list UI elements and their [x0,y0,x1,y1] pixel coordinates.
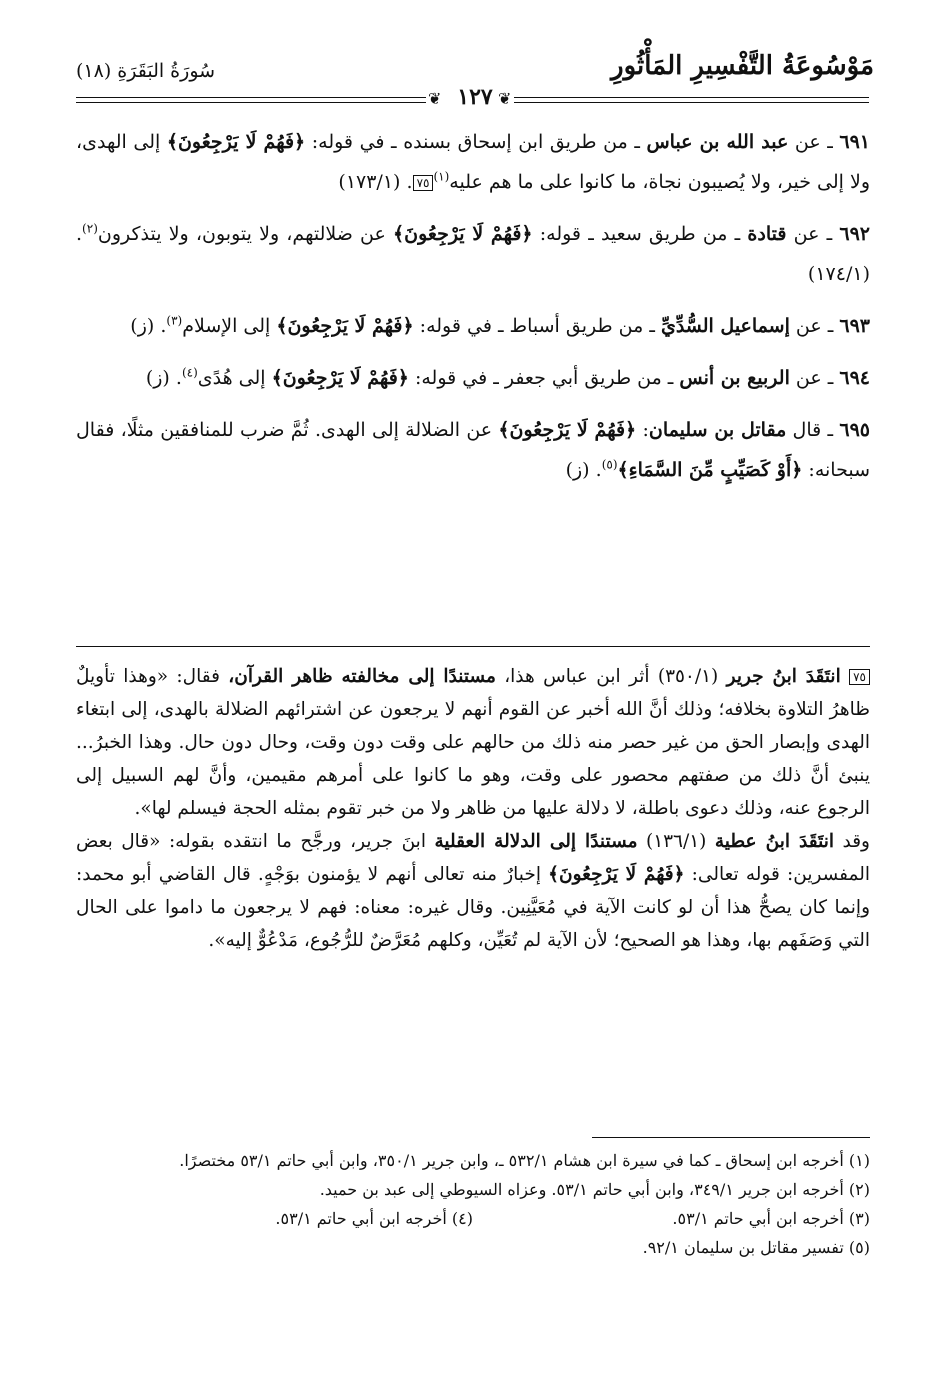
narrator-name: إسماعيل السُّدِّيِّ [660,315,790,337]
commentary-bold: مستندًا إلى الدلالة العقلية [434,831,638,852]
narrations [76,122,870,502]
commentary-paragraph-2 [76,825,870,957]
commentary-bold: انتَقَدَ ابنُ جرير [726,666,841,687]
quran-verse-2: ﴿أَوْ كَصَيِّبٍ مِّنَ السَّمَاءِ﴾ [617,459,803,481]
commentary-text: وقد [834,831,870,852]
commentary-block [76,660,870,957]
narrator-name: قتادة [747,223,787,245]
quran-verse: ﴿فَهُمْ لَا يَرْجِعُونَ﴾ [498,419,637,441]
entry-text: ـ من طريق أبي جعفر ـ في قوله: [408,367,680,389]
source-citation: (١٧٣/١) [338,171,401,193]
entry-text: ـ من طريق أسباط ـ في قوله: [413,315,661,337]
commentary-bold: مستندًا إلى مخالفته ظاهر القرآن، [228,666,496,687]
source-citation: (ز) [130,315,155,337]
narrator-name: مقاتل بن سليمان [648,419,787,441]
footnote-ref[interactable]: (١) [433,169,450,184]
surah-label: سُورَةُ البَقَرَةِ (١٨) [76,60,216,82]
narration-693 [76,306,870,346]
footnote-row [76,1204,870,1233]
ornament-left-icon: ❦ [428,89,442,108]
quran-verse: ﴿فَهُمْ لَا يَرْجِعُونَ﴾ [393,223,533,245]
section-divider [76,646,870,647]
entry-number: ٦٩٤ [839,367,870,389]
footnote-1: (١) أخرجه ابن إسحاق ـ كما في سيرة ابن هشام ٥٣٢/١ ـ، وابن جرير ٣٥٠/١، وابن أبي حاتم ٥٣/١ مختصرًا. [179,1151,870,1170]
footnote-ref[interactable]: (٣) [166,313,183,328]
entry-text: إلى الإسلام [182,315,277,337]
entry-text: إلى الهدى، ولا إلى خير، ولا يُصيبون نجاة، ما كانوا على ما هم عليه [76,131,870,193]
commentary-text: ابنَ جرير، ورجَّح ما انتقده بقوله: «قال بعض المفسرين: قوله تعالى: [76,831,871,885]
quran-verse: ﴿فَهُمْ لَا يَرْجِعُونَ﴾ [271,367,409,389]
narration-691 [76,122,870,202]
header-rule-left [76,97,426,103]
entry-text: : [636,419,649,441]
narrator-name: عبد الله بن عباس [646,131,789,153]
ornament-right-icon: ❦ [498,89,512,108]
entry-text: ـ من طريق سعيد ـ قوله: [532,223,748,245]
entry-text: ـ عن [788,131,840,153]
source-citation: (ز) [565,459,590,481]
book-title: مَوْسُوعَةُ التَّفْسِيرِ المَأْثُورِ [611,51,874,81]
quran-verse: ﴿فَهُمْ لَا يَرْجِعُونَ﴾ [166,131,306,153]
entry-text: ـ من طريق ابن إسحاق بسنده ـ في قوله: [305,131,647,153]
source-citation: (١٧٤/١) [807,263,870,285]
entry-number: ٦٩١ [839,131,870,153]
commentary-paragraph-1 [76,660,870,825]
entry-text: . [589,459,602,481]
entry-text: . [154,315,167,337]
footnote-2: (٢) أخرجه ابن جرير ٣٤٩/١، وابن أبي حاتم ٥٣/١. وعزاه السيوطي إلى عبد بن حميد. [319,1180,870,1199]
commentary-text: (١٣٦/١) [637,831,715,852]
entry-text: عن الضلالة إلى الهدى. ثُمَّ ضرب للمنافقين مثلًا، فقال سبحانه: [76,419,870,481]
entry-text: . [169,367,182,389]
commentary-text: إخبارٌ منه تعالى أنهم لا يؤمنون بوَجْهٍ. قال القاضي أبو محمد: وإنما كان يصحُّ هذا أن لو كانت الآية في مُعَيَّنِين. وقال غيره: معناه: فهم لا يرجعون ما داموا على الحال التي وَصَفَهم بها، وهذا هو الصحيح؛ لأن الآية لم تُعَيِّن، وكلهم مُعَرَّضٌ للرُّجُوع، مَدْعُوٌّ إليه». [76,864,870,951]
footnote-rule [592,1137,870,1138]
source-citation: (ز) [145,367,170,389]
entry-number: ٦٩٣ [839,315,870,337]
entry-text: ـ عن [786,223,840,245]
entry-text: عن ضلالتهم، ولا يتوبون، ولا يتذكرون [97,223,393,245]
quran-verse: ﴿فَهُمْ لَا يَرْجِعُونَ﴾ [548,864,685,885]
narration-695 [76,410,870,490]
footnotes [76,1146,870,1262]
entry-text: . [76,223,83,245]
header-rule-right [514,97,869,103]
footnote-ref[interactable]: (٤) [181,365,198,380]
commentary-bold: انتَقَدَ ابنُ عطية [714,831,834,852]
entry-text: ـ قال [786,419,840,441]
commentary-mark: ٧٥ [849,669,870,685]
entry-text: . [400,171,413,193]
footnote-3: (٣) أخرجه ابن أبي حاتم ٥٣/١. [672,1209,870,1228]
entry-text: ـ عن [789,367,840,389]
footnote-ref[interactable]: (٥) [601,457,618,472]
footnote-4: (٤) أخرجه ابن أبي حاتم ٥٣/١. [275,1209,473,1228]
footnote-ref[interactable]: (٢) [82,221,98,236]
page-number: ١٢٧ [457,84,493,110]
commentary-text: (٣٥٠/١) أثر ابن عباس هذا، [495,666,727,687]
quran-verse: ﴿فَهُمْ لَا يَرْجِعُونَ﴾ [276,315,414,337]
footnote-5: (٥) تفسير مقاتل بن سليمان ٩٢/١. [642,1238,870,1257]
entry-number: ٦٩٢ [839,223,870,245]
entry-text: ـ عن [789,315,840,337]
entry-text: إلى هُدًى [197,367,272,389]
commentary-text: فقال: «وهذا تأويلٌ ظاهرُ التلاوة بخلافه؛ وذلك أنَّ الله أخبر عن القوم أنهم لا يرجعون عن اشترائهم الضلالة بالهدى، إلى ابتغاء الهدى وإبصار الحق من غير حصر منه ذلك من حالهم على وقت دون وقت، وحال دون حال. وهذا الخبرُ... ينبئ أنَّ ذلك من صفتهم محصور على وقت، وهو ما كانوا على أمرهم مقيمين، وأنَّ لهم السبيل إلى الرجوع عنه، وذلك دعوى باطلة، لا دلالة عليها من ظاهر ولا من خبر تقوم بمثله الحجة فيسلم لها». [76,666,870,819]
narrator-name: الربيع بن أنس [679,367,790,389]
entry-number: ٦٩٥ [839,419,870,441]
narration-692 [76,214,870,294]
commentary-ref-mark[interactable]: ٧٥ [413,175,434,191]
narration-694 [76,358,870,398]
